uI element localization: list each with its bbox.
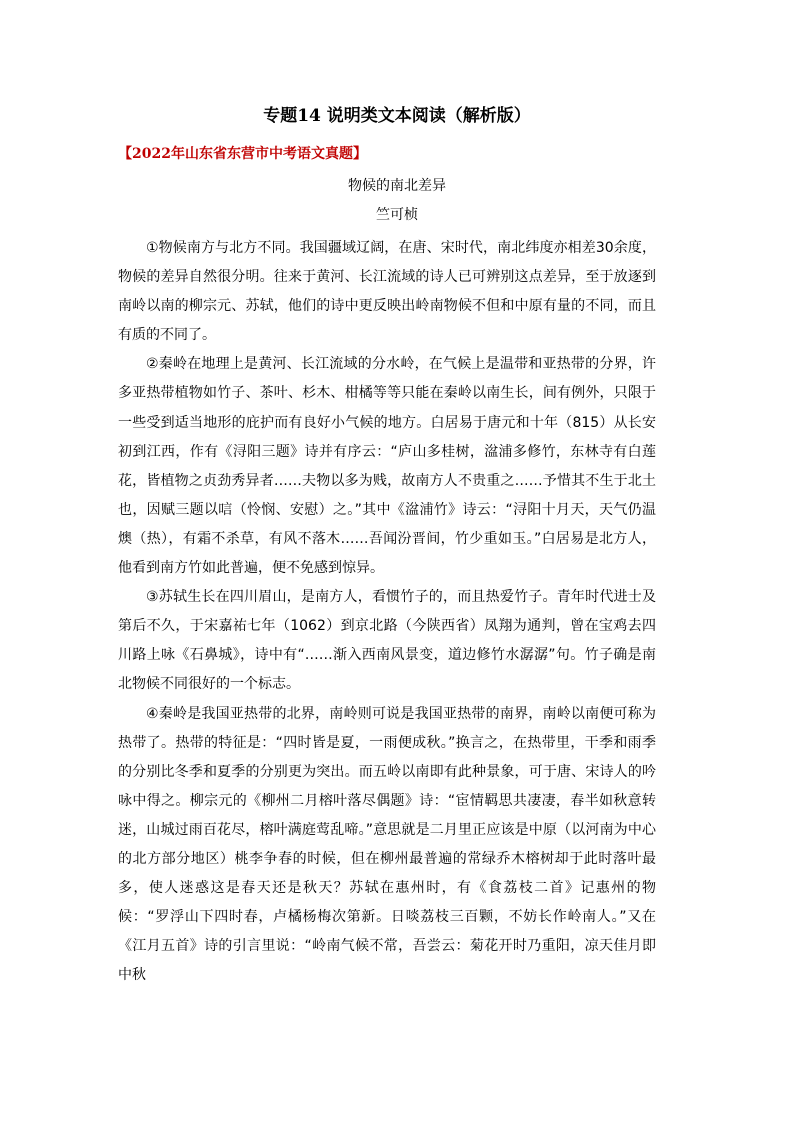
paragraph-2: ②秦岭在地理上是黄河、长江流域的分水岭，在气候上是温带和亚热带的分界，许多亚热带植物如竹子、茶叶、杉木、柑橘等等只能在秦岭以南生长，间有例外，只限于一些受到适当地形的庇护而有良好小气候的地方。白居易于唐元和十年（815）从长安初到江西，作有《浔阳三题》诗并有序云：“庐山多桂树，湓浦多修竹，东林寺有白莲花，皆植物之贞劲秀异者……夫物以多为贱，故南方人不贵重之……予惜其不生于北土也，因赋三题以唁（怜悯、安慰）之。”其中《湓浦竹》诗云：“浔阳十月天，天气仍温燠（热），有霜不杀草，有风不落木……吾闻汾晋间，竹少重如玉。”白居易是北方人，他看到南方竹如此普遍，便不免感到惊异。 <box>118 356 656 577</box>
exam-source-label: 【2022年山东省东营市中考语文真题】 <box>118 146 367 162</box>
paragraph-1: ①物候南方与北方不同。我国疆域辽阔，在唐、宋时代，南北纬度亦相差30余度，物候的差异自然很分明。往来于黄河、长江流域的诗人已可辨别这点差异，至于放逐到南岭以南的柳宗元、苏轼，他们的诗中更反映出岭南物候不但和中原有量的不同，而且有质的不同了。 <box>118 240 656 344</box>
paragraph-4: ④秦岭是我国亚热带的北界，南岭则可说是我国亚热带的南界，南岭以南便可称为热带了。热带的特征是：“四时皆是夏，一雨便成秋。”换言之，在热带里，干季和雨季的分别比冬季和夏季的分别更为突出。而五岭以南即有此种景象，可于唐、宋诗人的吟咏中得之。柳宗元的《柳州二月榕叶落尽偶题》诗：“宦情羁思共凄凄，春半如秋意转迷，山城过雨百花尽，榕叶满庭莺乱啼。”意思就是二月里正应该是中原（以河南为中心的北方部分地区）桃李争春的时候，但在柳州最普遍的常绿乔木榕树却于此时落叶最多，使人迷惑这是春天还是秋天？苏轼在惠州时，有《食荔枝二首》记惠州的物候：“罗浮山下四时春，卢橘杨梅次第新。日啖荔枝三百颗，不妨长作岭南人。”又在《江月五首》诗的引言里说：“岭南气候不常，吾尝云：菊花开时乃重阳，凉天佳月即中秋 <box>118 705 656 984</box>
paragraph-3: ③苏轼生长在四川眉山，是南方人，看惯竹子的，而且热爱竹子。青年时代进士及第后不久，于宋嘉祐七年（1062）到京北路（今陕西省）凤翔为通判，曾在宝鸡去四川路上咏《石鼻城》，诗中有“……渐入西南风景变，道边修竹水潺潺”句。竹子确是南北物候不同很好的一个标志。 <box>118 589 656 693</box>
document-title: 专题14 说明类文本阅读（解析版） <box>263 106 531 126</box>
article-author: 竺可桢 <box>376 207 418 223</box>
article-body <box>118 234 656 990</box>
article-title: 物候的南北差异 <box>348 178 446 194</box>
